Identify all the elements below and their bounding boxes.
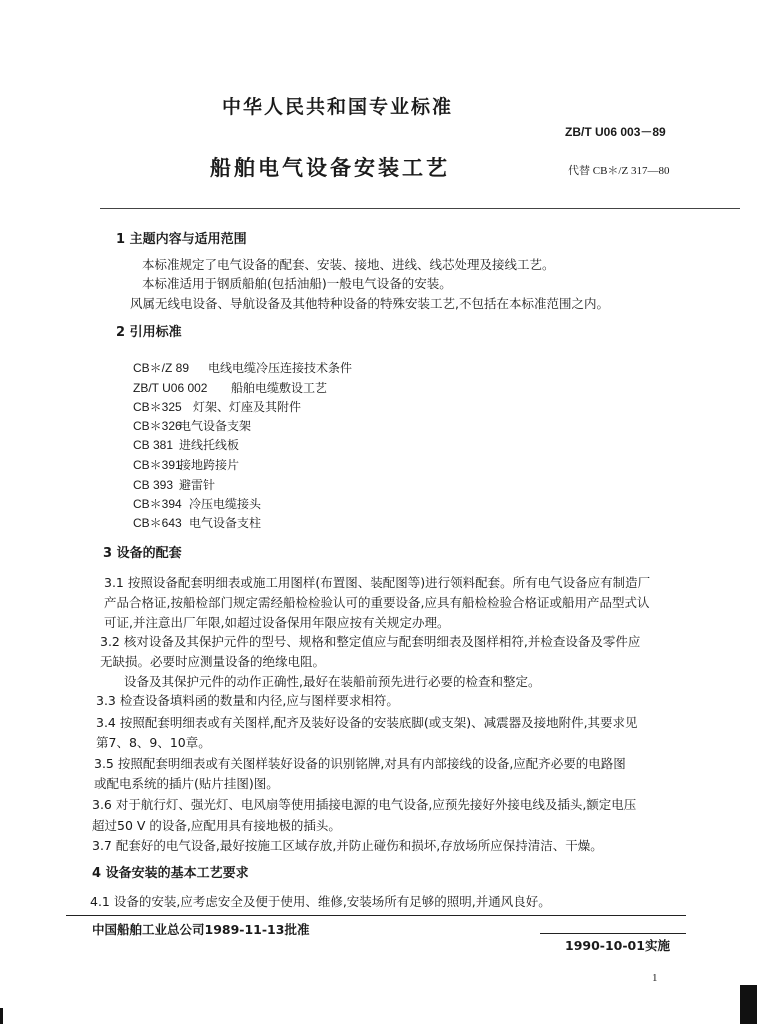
reference-item	[133, 379, 327, 396]
section-4-heading: 4 设备安装的基本工艺要求	[92, 866, 249, 881]
section-3-line: 或配电系统的插片(贴片挂图)图。	[94, 776, 279, 791]
reference-code: CB＊394	[133, 497, 182, 511]
footer-divider	[66, 915, 686, 916]
header-divider	[100, 208, 740, 209]
section-3-line: 3.5 按照配套明细表或有关图样装好设备的识别铭牌,对具有内部接线的设备,应配齐必要的电路图	[94, 756, 626, 771]
reference-code: ZB/T U06 002	[133, 381, 208, 395]
footer-underline	[540, 933, 686, 934]
section-3-line: 3.3 检查设备填料函的数量和内径,应与图样要求相符。	[96, 693, 399, 708]
reference-title: 进线托线板	[179, 438, 240, 452]
section-3-line: 超过50 V 的设备,应配用具有接地极的插头。	[92, 818, 341, 833]
section-1-heading: 1 主题内容与适用范围	[116, 232, 247, 247]
reference-item	[133, 417, 251, 434]
section-1-paragraph: 本标准适用于钢质船舶(包括油船)一般电气设备的安装。	[142, 276, 452, 291]
reference-item	[133, 436, 239, 453]
page-number: 1	[652, 972, 658, 984]
section-3-line: 3.6 对于航行灯、强光灯、电风扇等使用插接电源的电气设备,应预先接好外接电线及插头,额定电压	[92, 797, 637, 812]
section-3-line: 3.2 核对设备及其保护元件的型号、规格和整定值应与配套明细表及图样相符,并检查设备及零件应	[100, 634, 641, 649]
section-3-line: 第7、8、9、10章。	[96, 735, 211, 750]
section-3-line: 3.7 配套好的电气设备,最好按施工区域存放,并防止碰伤和损坏,存放场所应保持清洁、干燥。	[92, 838, 603, 853]
reference-item	[133, 359, 352, 376]
scan-corner-mark	[0, 1008, 3, 1024]
document-title: 船舶电气设备安装工艺	[210, 156, 450, 180]
section-3-line: 可证,并注意出厂年限,如超过设备保用年限应按有关规定办理。	[104, 615, 450, 630]
reference-title: 避雷针	[179, 478, 216, 492]
section-1-paragraph: 本标准规定了电气设备的配套、安装、接地、进线、线芯处理及接线工艺。	[142, 257, 555, 272]
reference-item	[133, 476, 215, 493]
reference-code: CB＊326	[133, 419, 182, 433]
reference-code: CB 381	[133, 438, 174, 452]
reference-item	[133, 398, 301, 415]
section-3-line: 产品合格证,按船检部门规定需经船检检验认可的重要设备,应具有船检检验合格证或船用产品型式认	[104, 595, 650, 610]
reference-code: CB＊325	[133, 400, 182, 414]
reference-item	[133, 456, 239, 473]
approval-info: 中国船舶工业总公司1989-11-13批准	[92, 922, 310, 937]
standard-code: ZB/T U06 003－89	[565, 125, 666, 139]
section-3-line: 3.1 按照设备配套明细表或施工用图样(布置图、装配图等)进行领料配套。所有电气设备应有制造厂	[104, 575, 651, 590]
reference-code: CB＊643	[133, 516, 182, 530]
reference-title: 电线电缆冷压连接技术条件	[208, 361, 353, 375]
effective-date: 1990-10-01实施	[565, 938, 670, 953]
reference-item	[133, 495, 261, 512]
reference-code: CB 393	[133, 478, 174, 492]
section-3-line: 无缺损。必要时应测量设备的绝缘电阻。	[100, 654, 326, 669]
section-2-heading: 2 引用标准	[116, 325, 182, 340]
reference-title: 接地跨接片	[179, 458, 240, 472]
section-4-paragraph: 4.1 设备的安装,应考虑安全及便于使用、维修,安装场所有足够的照明,并通风良好。	[90, 894, 551, 909]
section-1-paragraph: 风属无线电设备、导航设备及其他特种设备的特殊安装工艺,不包括在本标准范围之内。	[130, 296, 609, 311]
reference-title: 电气设备支架	[179, 419, 252, 433]
scan-edge-mark	[740, 985, 757, 1024]
section-3-heading: 3 设备的配套	[103, 546, 182, 561]
reference-title: 船舶电缆敷设工艺	[231, 381, 328, 395]
reference-item	[133, 514, 261, 531]
section-3-line: 设备及其保护元件的动作正确性,最好在装船前预先进行必要的检查和整定。	[124, 674, 541, 689]
reference-code: CB＊/Z 89	[133, 361, 190, 375]
section-3-line: 3.4 按照配套明细表或有关图样,配齐及装好设备的安装底脚(或支架)、减震器及接地附件,其要求见	[96, 715, 638, 730]
standard-title: 中华人民共和国专业标准	[222, 96, 454, 118]
reference-title: 灯架、灯座及其附件	[193, 400, 302, 414]
reference-title: 电气设备支柱	[189, 516, 262, 530]
reference-title: 冷压电缆接头	[189, 497, 262, 511]
replaces-standard: 代替 CB＊/Z 317—80	[568, 165, 670, 177]
reference-code: CB＊391	[133, 458, 182, 472]
